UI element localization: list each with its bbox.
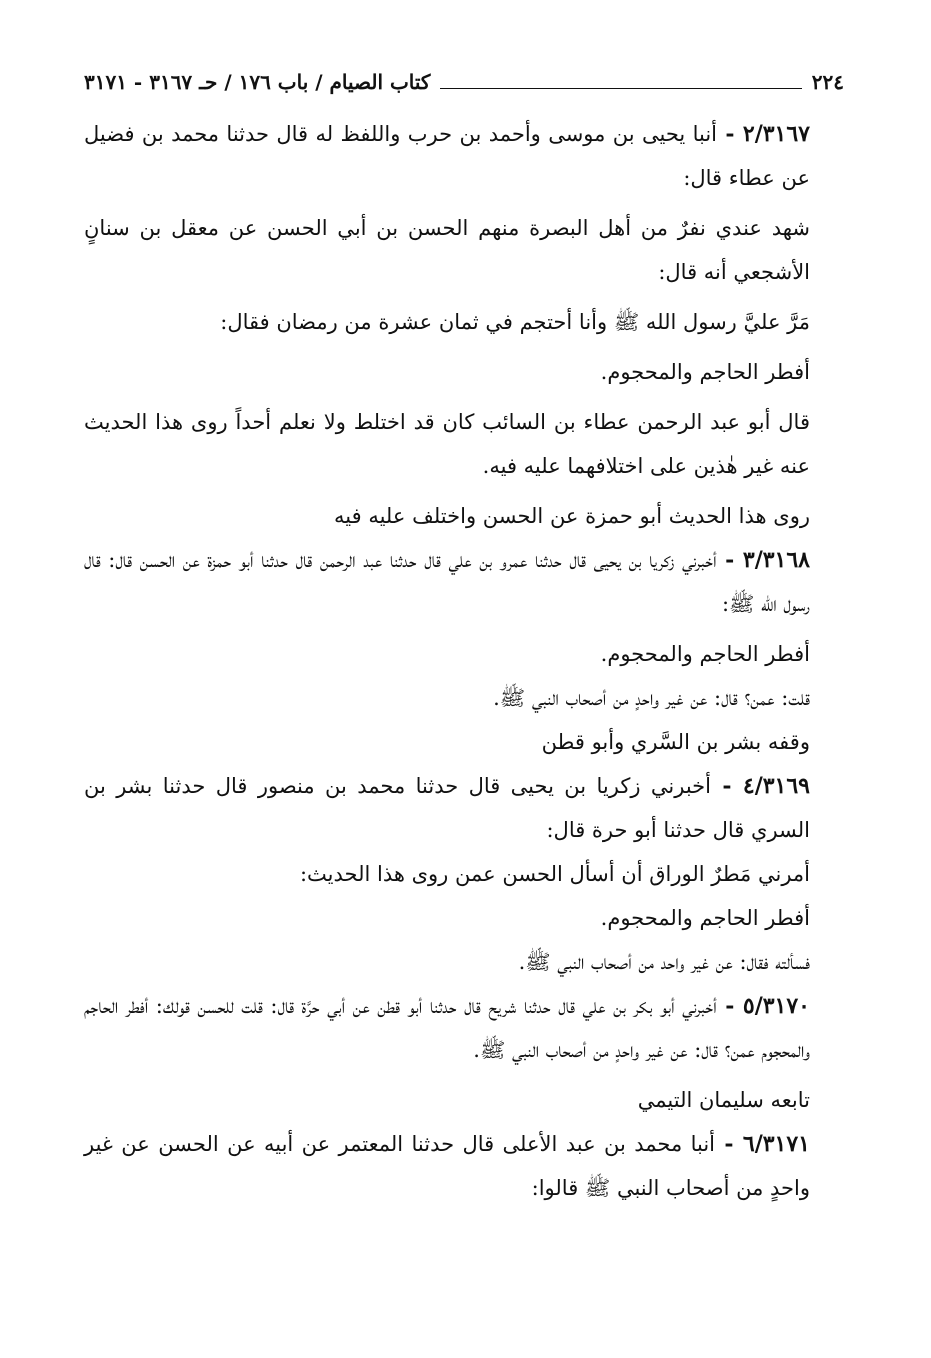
text-paragraph xyxy=(84,350,844,394)
text-paragraph xyxy=(84,400,844,488)
hadith-paragraph xyxy=(84,1122,844,1210)
paragraph-text: أخبرني زكريا بن يحيى قال حدثنا عمرو بن علي قال حدثنا عبد الرحمن قال حدثنا أبو حمزة عن الحسن قال: قال رسول الله ﷺ: xyxy=(84,548,810,616)
paragraph-text: أمرني مَطرٌ الوراق أن أسأل الحسن عمن روى هذا الحديث: xyxy=(299,862,810,886)
paragraph-text: تابعه سليمان التيمي xyxy=(637,1088,810,1112)
paragraph-text: أنبا محمد بن عبد الأعلى قال حدثنا المعتمر عن أبيه عن الحسن عن غير واحدٍ من أصحاب النبي ﷺ قالوا: xyxy=(84,1132,810,1200)
header-rule xyxy=(440,88,801,89)
text-paragraph xyxy=(84,1078,844,1122)
text-paragraph xyxy=(84,206,844,294)
paragraph-text: قلت: عمن؟ قال: عن غير واحدٍ من أصحاب النبي ﷺ. xyxy=(493,686,810,710)
header-title: كتاب الصيام / باب ١٧٦ / حـ ٣١٦٧ - ٣١٧١ xyxy=(84,70,431,94)
text-paragraph xyxy=(84,896,844,940)
hadith-paragraph xyxy=(84,764,844,852)
page-body xyxy=(84,112,844,1210)
hadith-paragraph xyxy=(84,984,844,1072)
paragraph-text: شهد عندي نفرٌ من أهل البصرة منهم الحسن بن أبي الحسن عن معقل بن سنانٍ الأشجعي أنه قال: xyxy=(84,216,810,284)
paragraph-text: روى هذا الحديث أبو حمزة عن الحسن واختلف عليه فيه xyxy=(334,504,810,528)
hadith-number: ٣/٣١٦٨ - xyxy=(716,547,810,573)
text-paragraph xyxy=(84,940,844,984)
running-header xyxy=(84,66,844,98)
paragraph-text: أخبرني أبو بكر بن علي قال حدثنا شريح قال حدثنا أبو قطن عن أبي حرَّة قال: قلت للحسن قولك: أفطر الحاجم والمحجوم عمن؟ قال: عن غير واحدٍ من أصحاب النبي ﷺ. xyxy=(84,994,810,1062)
paragraph-text: أخبرني زكريا بن يحيى قال حدثنا محمد بن منصور قال حدثنا بشر بن السري قال حدثنا أبو حرة قال: xyxy=(84,774,810,842)
paragraph-text: مَرَّ عليَّ رسول الله ﷺ وأنا أحتجم في ثمان عشرة من رمضان فقال: xyxy=(220,310,810,334)
paragraph-text: أفطر الحاجم والمحجوم. xyxy=(600,642,810,666)
hadith-number: ٦/٣١٧١ - xyxy=(715,1131,810,1157)
text-paragraph xyxy=(84,632,844,676)
hadith-number: ٢/٣١٦٧ - xyxy=(717,121,810,147)
hadith-number: ٥/٣١٧٠ - xyxy=(716,993,810,1019)
paragraph-text: قال أبو عبد الرحمن عطاء بن السائب كان قد اختلط ولا نعلم أحداً روى هذا الحديث عنه غير هٰذين على اختلافهما عليه فيه. xyxy=(84,410,810,478)
paragraph-text: أنبا يحيى بن موسى وأحمد بن حرب واللفظ له قال حدثنا محمد بن فضيل عن عطاء قال: xyxy=(84,122,810,190)
text-paragraph xyxy=(84,852,844,896)
text-paragraph xyxy=(84,494,844,538)
text-paragraph xyxy=(84,676,844,720)
hadith-paragraph xyxy=(84,112,844,200)
hadith-paragraph xyxy=(84,538,844,626)
page-number: ٢٢٤ xyxy=(811,70,844,94)
paragraph-text: أفطر الحاجم والمحجوم. xyxy=(600,360,810,384)
hadith-number: ٤/٣١٦٩ - xyxy=(710,773,810,799)
text-paragraph xyxy=(84,720,844,764)
paragraph-text: أفطر الحاجم والمحجوم. xyxy=(600,906,810,930)
text-paragraph xyxy=(84,300,844,344)
paragraph-text: فسألته فقال: عن غير واحد من أصحاب النبي ﷺ. xyxy=(518,950,810,974)
paragraph-text: وقفه بشر بن السَّري وأبو قطن xyxy=(541,730,810,754)
